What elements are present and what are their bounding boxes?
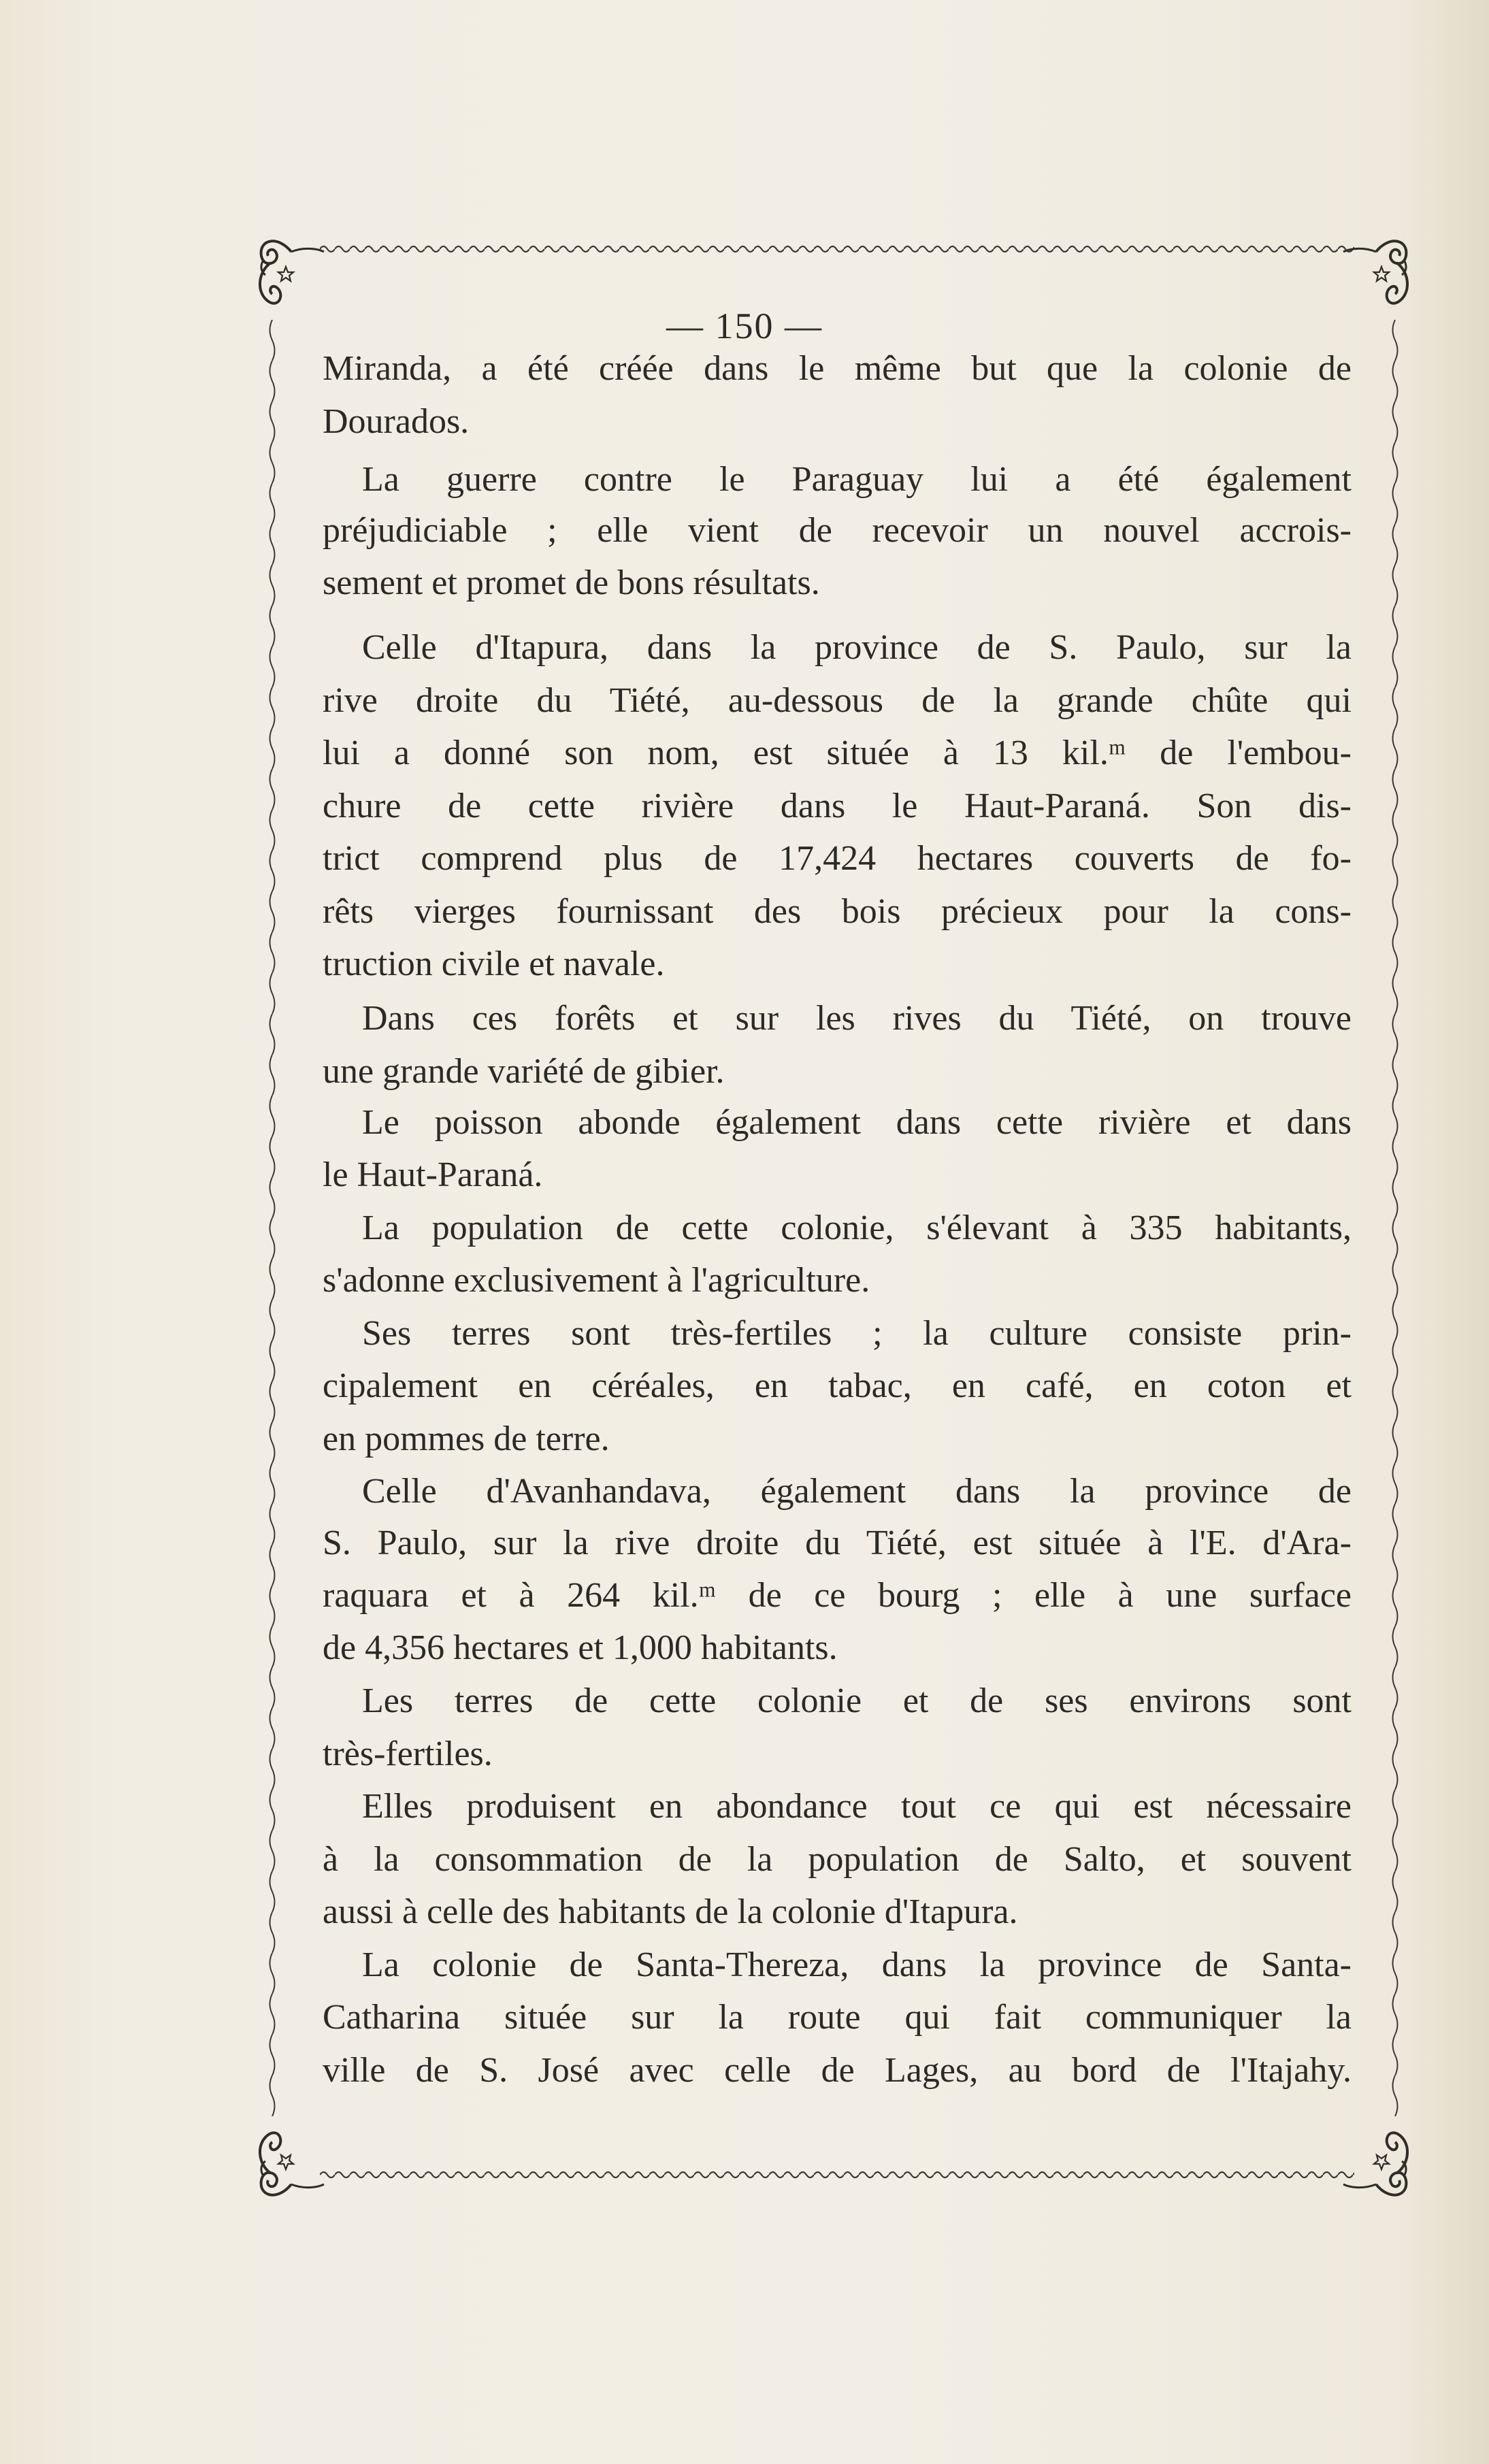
text-line: La guerre contre le Paraguay lui a été également bbox=[362, 460, 1352, 499]
text-line: Ses terres sont très-fertiles ; la culture consiste prin- bbox=[362, 1314, 1352, 1353]
text-line: rêts vierges fournissant des bois précieux pour la cons- bbox=[323, 892, 1352, 931]
text-line: Elles produisent en abondance tout ce qui est nécessaire bbox=[362, 1787, 1352, 1826]
wavy-border-top bbox=[320, 242, 1354, 256]
text-line: La colonie de Santa-Thereza, dans la province de Santa- bbox=[362, 1945, 1352, 1984]
text-line: trict comprend plus de 17,424 hectares couverts de fo- bbox=[323, 839, 1352, 878]
corner-flourish-top-left-icon bbox=[250, 231, 325, 306]
text-line: truction civile et navale. bbox=[323, 944, 665, 983]
corner-flourish-bottom-right-icon bbox=[1342, 2130, 1417, 2205]
text-line: Le poisson abonde également dans cette rivière et dans bbox=[362, 1103, 1352, 1142]
text-line: chure de cette rivière dans le Haut-Paraná. Son dis- bbox=[323, 787, 1352, 825]
text-line: rive droite du Tiété, au-dessous de la grande chûte qui bbox=[323, 681, 1352, 720]
page-number: — 150 — bbox=[666, 306, 823, 346]
text-line: sement et promet de bons résultats. bbox=[323, 563, 820, 602]
text-line: Dourados. bbox=[323, 402, 470, 441]
text-line: cipalement en céréales, en tabac, en café, en coton et bbox=[323, 1366, 1352, 1405]
text-line: en pommes de terre. bbox=[323, 1419, 610, 1458]
corner-flourish-top-right-icon bbox=[1342, 231, 1417, 306]
text-line: Les terres de cette colonie et de ses environs sont bbox=[362, 1681, 1352, 1720]
wavy-border-right bbox=[1388, 320, 1402, 2116]
text-line: ville de S. José avec celle de Lages, au bord de l'Itajahy. bbox=[323, 2051, 1352, 2090]
text-line: Celle d'Avanhandava, également dans la province de bbox=[362, 1472, 1352, 1511]
text-line: de 4,356 hectares et 1,000 habitants. bbox=[323, 1628, 838, 1667]
text-line: Dans ces forêts et sur les rives du Tiété, on trouve bbox=[362, 999, 1352, 1038]
wavy-border-left bbox=[265, 320, 279, 2116]
text-line: Miranda, a été créée dans le même but que la colonie de bbox=[323, 349, 1352, 388]
wavy-border-bottom bbox=[320, 2168, 1354, 2182]
text-line: très-fertiles. bbox=[323, 1735, 493, 1773]
text-line: lui a donné son nom, est située à 13 kil.ᵐ de l'embou- bbox=[323, 734, 1352, 772]
text-line: aussi à celle des habitants de la colonie d'Itapura. bbox=[323, 1892, 1018, 1931]
text-line: La population de cette colonie, s'élevant à 335 habitants, bbox=[362, 1209, 1352, 1247]
text-line: une grande variété de gibier. bbox=[323, 1052, 725, 1091]
text-line: S. Paulo, sur la rive droite du Tiété, est située à l'E. d'Ara- bbox=[323, 1524, 1352, 1562]
text-line: Catharina située sur la route qui fait communiquer la bbox=[323, 1998, 1352, 2037]
corner-flourish-bottom-left-icon bbox=[250, 2130, 325, 2205]
text-line: raquara et à 264 kil.ᵐ de ce bourg ; elle à une surface bbox=[323, 1576, 1352, 1615]
text-line: Celle d'Itapura, dans la province de S. Paulo, sur la bbox=[362, 628, 1352, 667]
text-line: s'adonne exclusivement à l'agriculture. bbox=[323, 1261, 870, 1300]
text-line: préjudiciable ; elle vient de recevoir un nouvel accrois- bbox=[323, 511, 1352, 550]
text-line: le Haut-Paraná. bbox=[323, 1155, 543, 1194]
text-line: à la consommation de la population de Salto, et souvent bbox=[323, 1840, 1352, 1879]
